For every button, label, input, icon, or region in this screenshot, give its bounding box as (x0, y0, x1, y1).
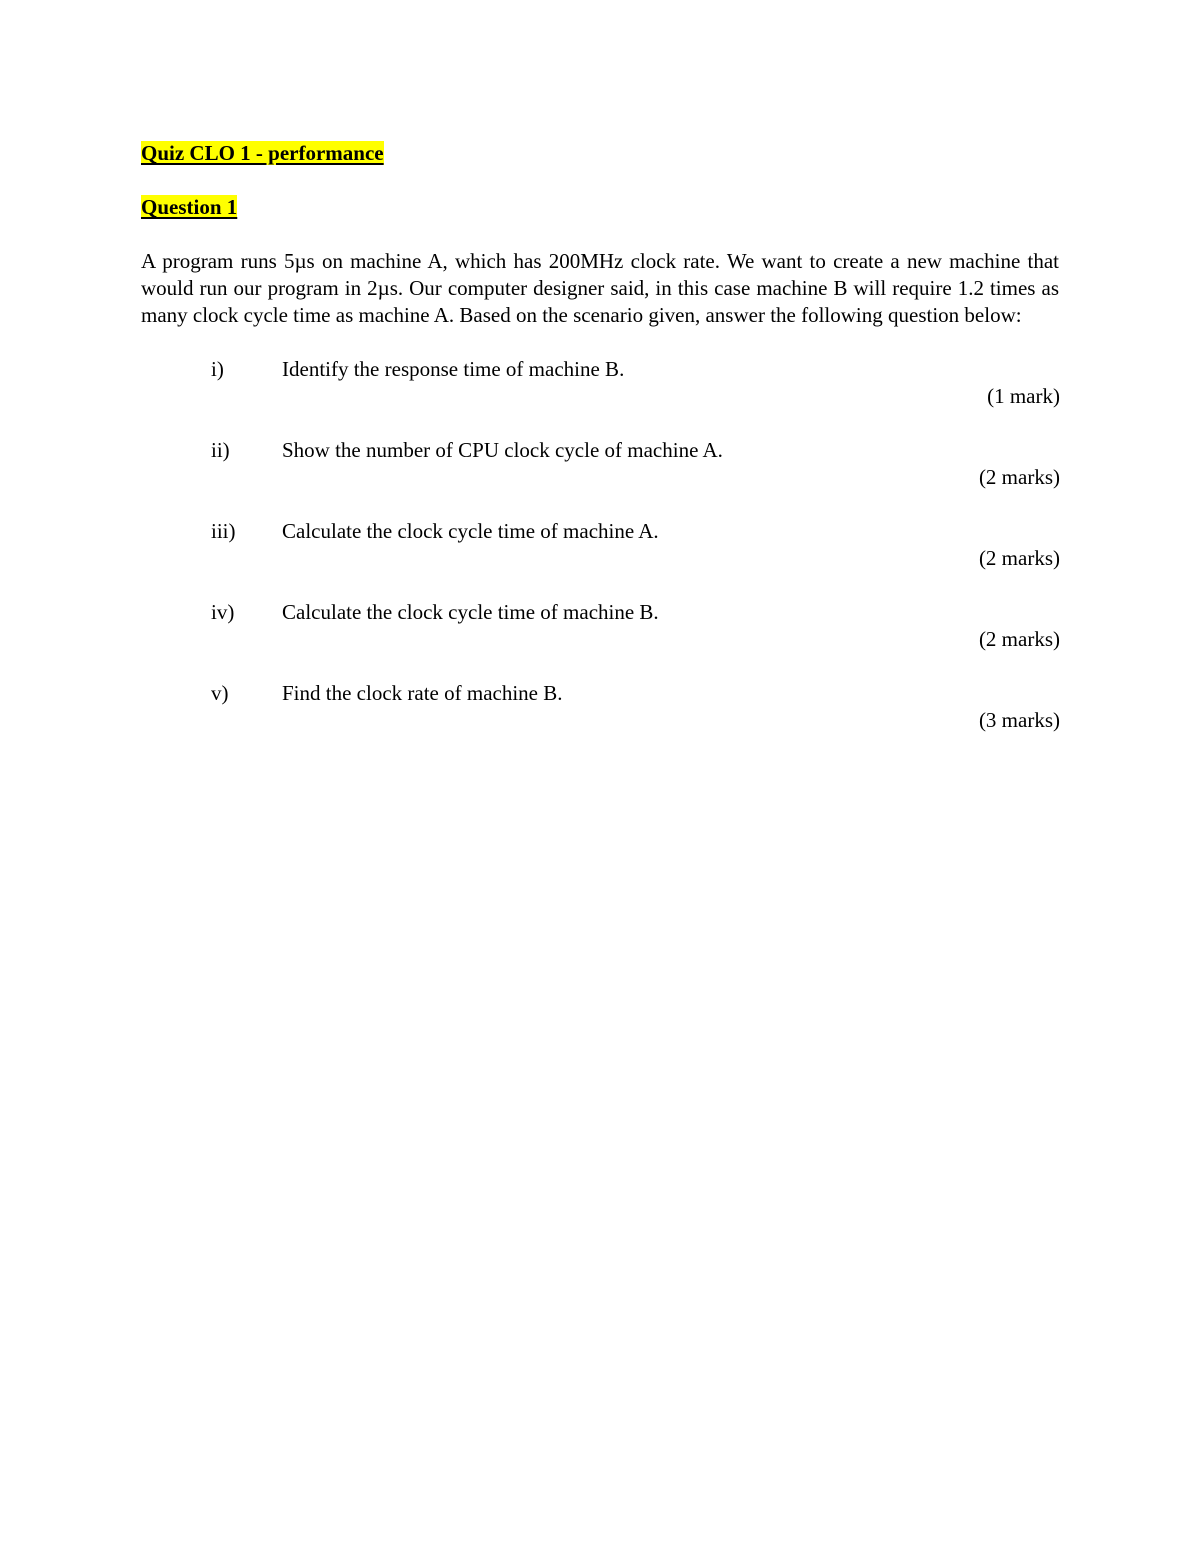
document-body (141, 140, 1059, 734)
question-list (141, 356, 1059, 734)
item-number: iii) (211, 519, 236, 543)
question-item (141, 518, 1059, 572)
item-marks: (3 marks) (978, 708, 1060, 732)
item-text: Find the clock rate of machine B. (282, 681, 563, 705)
question-item (141, 356, 1059, 410)
item-text: Identify the response time of machine B. (282, 357, 625, 381)
question-item (141, 599, 1059, 653)
item-marks: (2 marks) (978, 627, 1060, 651)
item-marks: (2 marks) (978, 546, 1060, 570)
question-item (141, 680, 1059, 734)
item-number: iv) (211, 600, 235, 624)
item-text: Calculate the clock cycle time of machine A. (282, 519, 659, 543)
scenario-paragraph: A program runs 5µs on machine A, which has 200MHz clock rate. We want to create a new machine that would run our program in 2µs. Our computer designer said, in this case machine B will require 1.2 times as many clock cycle time as machine A. Based on the scenario given, answer the following question below: (141, 249, 1059, 327)
question-heading: Question 1 (141, 195, 238, 219)
item-number: i) (211, 357, 224, 381)
item-number: v) (211, 681, 229, 705)
item-number: ii) (211, 438, 230, 462)
item-marks: (1 mark) (987, 384, 1060, 408)
item-text: Show the number of CPU clock cycle of machine A. (282, 438, 723, 462)
quiz-title-line (141, 140, 1059, 167)
question-heading-line (141, 194, 1059, 221)
item-marks: (2 marks) (978, 465, 1060, 489)
quiz-title: Quiz CLO 1 - performance (141, 141, 384, 165)
item-text: Calculate the clock cycle time of machine B. (282, 600, 659, 624)
question-item (141, 437, 1059, 491)
